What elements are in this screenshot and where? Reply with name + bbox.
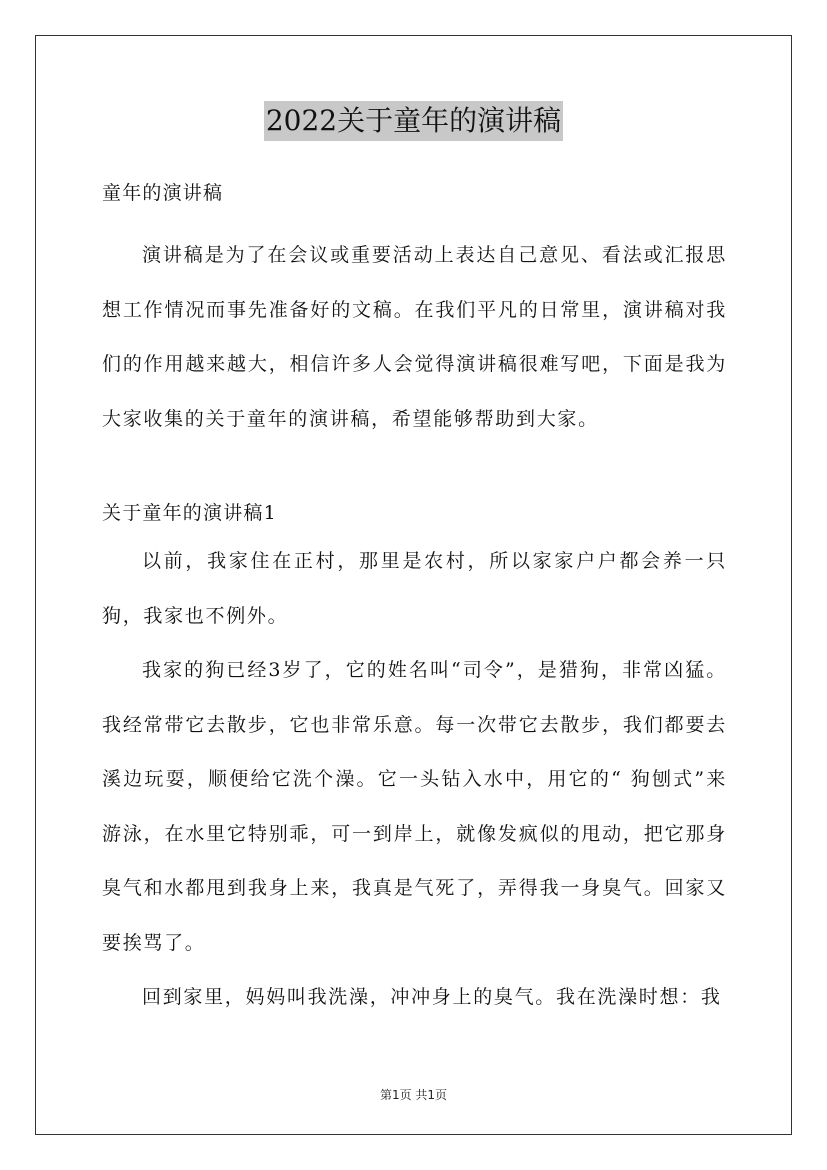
- intro-paragraph: 演讲稿是为了在会议或重要活动上表达自己意见、看法或汇报思想工作情况而事先准备好的文稿。在我们平凡的日常里，演讲稿对我们的作用越来越大，相信许多人会觉得演讲稿很难写吧，下面是我为大家收集的关于童年的演讲稿，希望能够帮助到大家。: [102, 244, 727, 430]
- body-paragraph-3: 回到家里，妈妈叫我洗澡，冲冲身上的臭气。我在洗澡时想：我: [142, 986, 722, 1008]
- speech-heading: 关于童年的演讲稿1: [102, 502, 277, 524]
- section-label: 童年的演讲稿: [102, 182, 224, 204]
- document-title: 2022关于童年的演讲稿: [264, 101, 563, 141]
- body-paragraph-2: 我家的狗已经3岁了，它的姓名叫“司令”，是猎狗，非常凶猛。我经常带它去散步，它也非常乐意。每一次带它去散步，我们都要去溪边玩耍，顺便给它洗个澡。它一头钻入水中，用它的“ 狗刨式”来游泳，在水里它特别乖，可一到岸上，就像发疯似的甩动，把它那身臭气和水都甩到我身上来，我真是气死了，弄得我一身臭气。回家又要挨骂了。: [102, 659, 727, 954]
- body-paragraph-1: 以前，我家住在正村，那里是农村，所以家家户户都会养一只狗，我家也不例外。: [102, 550, 727, 627]
- title-wrapper: [0, 101, 827, 141]
- page-footer: 第1页 共1页: [379, 1088, 448, 1102]
- document-body: [102, 174, 727, 1025]
